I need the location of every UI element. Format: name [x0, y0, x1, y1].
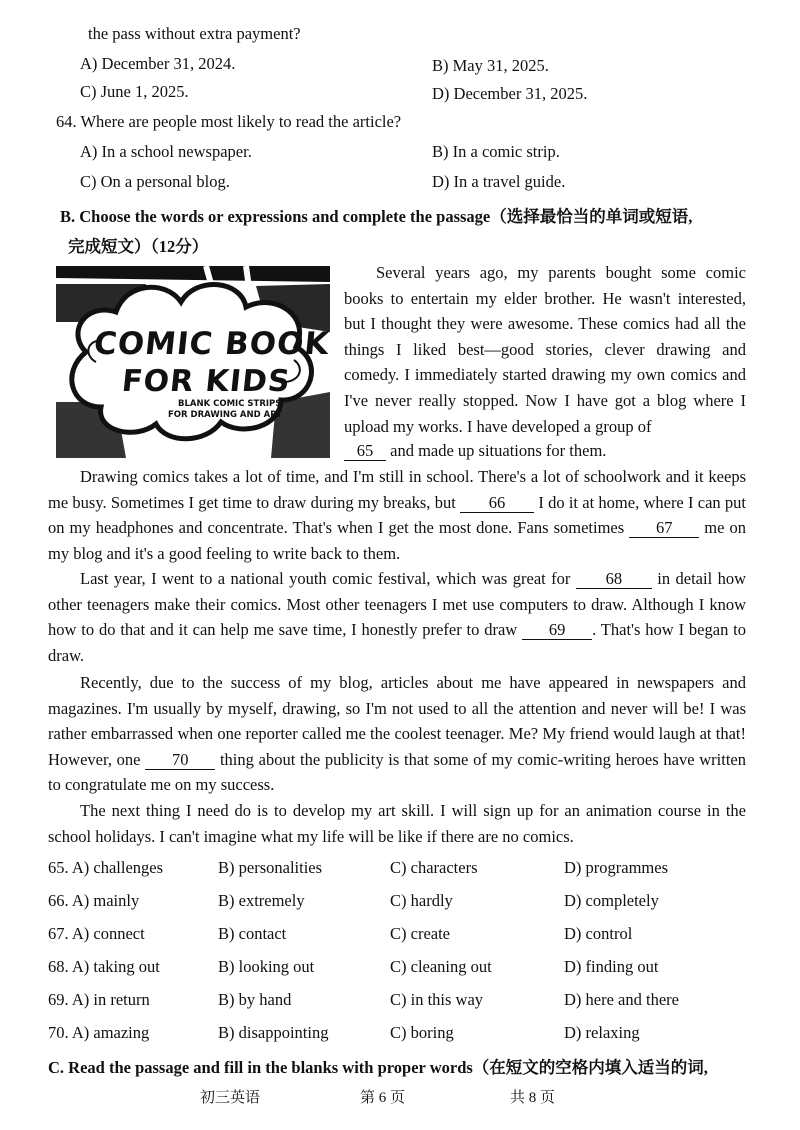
passage-p4-part-b: thing about the publicity is that some of my comic-writing heroes have written to congratulate me on my success.	[48, 749, 746, 795]
comic-subtitle-line1: BLANK COMIC STRIPS	[178, 399, 282, 409]
choice-66-c[interactable]: C) hardly	[390, 891, 453, 910]
passage-paragraph-2	[48, 464, 746, 566]
choice-69-c[interactable]: C) in this way	[390, 990, 484, 1009]
passage-p4-part-a: Recently, due to the success of my blog, articles about me have appeared in newspapers and magazines. I'm usually by myself, drawing, so I'm not used to all the attention and never will be! I was rather embarrassed when one reporter called me the coolest teenager. Me? My friend would laugh at that! However, one	[48, 673, 746, 769]
choice-67-a[interactable]: 67. A) connect	[48, 924, 145, 943]
footer-total-pages: 共 8 页	[510, 1090, 556, 1106]
footer-subject: 初三英语	[200, 1090, 261, 1106]
blank-68[interactable]: 68	[576, 570, 652, 589]
footer-page-number: 第 6 页	[360, 1090, 406, 1106]
q64-option-d: D) In a travel guide.	[432, 172, 566, 191]
choice-66-d[interactable]: D) completely	[564, 891, 659, 910]
passage-p5-text: The next thing I need do is to develop my art skill. I will sign up for an animation course in the school holidays. I can't imagine what my life will be like if there are no comics.	[48, 801, 746, 846]
choice-69-b[interactable]: B) by hand	[218, 990, 292, 1009]
q64-option-c: C) On a personal blog.	[80, 172, 230, 191]
choice-row-70	[48, 1023, 748, 1049]
passage-p1-end-text: and made up situations for them.	[390, 441, 607, 460]
comic-title-line1: COMIC BOOK	[92, 326, 332, 362]
q63-option-b: B) May 31, 2025.	[432, 56, 549, 75]
section-b-heading-cont: 完成短文）（12分）	[68, 237, 209, 256]
passage-paragraph-3	[48, 566, 746, 668]
q63-question-tail: the pass without extra payment?	[88, 24, 301, 43]
passage-paragraph-1	[344, 260, 746, 439]
passage-p2-part-c: me on my blog and it's a good feeling to write back to them.	[48, 518, 746, 563]
choice-67-b[interactable]: B) contact	[218, 924, 287, 943]
section-c-heading: C. Read the passage and fill in the blanks with proper words（在短文的空格内填入适当的词,	[48, 1058, 708, 1077]
choice-row-68	[48, 957, 748, 983]
q63-option-c: C) June 1, 2025.	[80, 82, 189, 101]
choice-row-69	[48, 990, 748, 1016]
passage-p3-part-c: . That's how I began to draw.	[48, 620, 747, 665]
q64-option-a: A) In a school newspaper.	[80, 142, 252, 161]
choice-70-b[interactable]: B) disappointing	[218, 1023, 329, 1042]
choice-67-c[interactable]: C) create	[390, 924, 450, 943]
choice-65-c[interactable]: C) characters	[390, 858, 478, 877]
choice-66-b[interactable]: B) extremely	[218, 891, 305, 910]
comic-book-cover-image	[56, 262, 330, 458]
choice-row-65	[48, 858, 748, 884]
choice-69-a[interactable]: 69. A) in return	[48, 990, 150, 1009]
choice-row-67	[48, 924, 748, 950]
section-b-heading: B. Choose the words or expressions and complete the passage（选择最恰当的单词或短语,	[60, 207, 693, 226]
passage-paragraph-4	[48, 670, 746, 798]
comic-subtitle-line2: FOR DRAWING AND ART	[168, 410, 283, 420]
comic-title-line2: FOR KIDS	[120, 364, 293, 399]
passage-p3-part-b: in detail how other teenagers make their comics. Most other teenagers I met use computers to draw. Although I know how to do that and it can help me save time, I honestly prefer to draw	[48, 569, 746, 640]
q63-option-d: D) December 31, 2025.	[432, 84, 588, 103]
choice-70-d[interactable]: D) relaxing	[564, 1023, 640, 1042]
choice-68-b[interactable]: B) looking out	[218, 957, 315, 976]
passage-p3-part-a: Last year, I went to a national youth comic festival, which was great for	[80, 569, 571, 588]
q63-option-a: A) December 31, 2024.	[80, 54, 236, 73]
choice-67-d[interactable]: D) control	[564, 924, 633, 943]
q64-option-b: B) In a comic strip.	[432, 142, 560, 161]
choice-70-c[interactable]: C) boring	[390, 1023, 454, 1042]
blank-69[interactable]: 69	[522, 621, 592, 640]
choice-65-a[interactable]: 65. A) challenges	[48, 858, 164, 877]
choice-68-a[interactable]: 68. A) taking out	[48, 957, 160, 976]
choice-65-d[interactable]: D) programmes	[564, 858, 669, 877]
passage-p1-ending	[344, 438, 606, 464]
choice-68-d[interactable]: D) finding out	[564, 957, 659, 976]
choice-66-a[interactable]: 66. A) mainly	[48, 891, 140, 910]
choice-69-d[interactable]: D) here and there	[564, 990, 679, 1009]
passage-p2-part-b: I do it at home, where I can put on my headphones and concentrate. That's when I get the most done. Fans sometimes	[48, 492, 747, 538]
blank-66[interactable]: 66	[460, 494, 534, 513]
q64-question: 64. Where are people most likely to read the article?	[56, 112, 402, 131]
passage-p1-text: Several years ago, my parents bought some comic books to entertain my elder brother. He wasn't interested, but I thought they were awesome. These comics had all the things I liked best—good stories, clever drawing and comedy. I immediately started drawing my own comics and I've never really stopped. Now I have got a blog where I upload my works. I have developed a group of	[344, 263, 746, 436]
choice-65-b[interactable]: B) personalities	[218, 858, 323, 877]
passage-p2-part-a: Drawing comics takes a lot of time, and I'm still in school. There's a lot of schoolwork and it keeps me busy. Sometimes I get time to draw during my breaks, but	[48, 467, 746, 512]
blank-65[interactable]: 65	[344, 442, 386, 461]
choice-68-c[interactable]: C) cleaning out	[390, 957, 492, 976]
blank-70[interactable]: 70	[145, 751, 215, 770]
choice-70-a[interactable]: 70. A) amazing	[48, 1023, 150, 1042]
choice-row-66	[48, 891, 748, 917]
passage-paragraph-5	[48, 798, 746, 849]
blank-67[interactable]: 67	[629, 519, 699, 538]
